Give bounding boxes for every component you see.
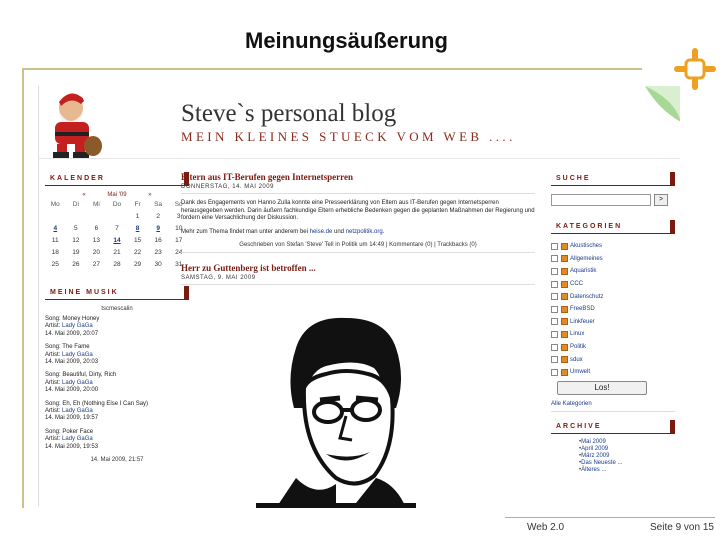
song-time: 14. Mai 2009, 19:53 [45,443,99,450]
title-divider [22,68,642,70]
artist-label: Artist: [45,408,61,415]
rss-icon[interactable] [561,268,568,275]
song-time: 14. Mai 2009, 20:07 [45,330,99,337]
song-time: 14. Mai 2009, 19:57 [45,415,99,422]
category-link[interactable]: Umwelt [570,369,591,376]
category-link[interactable]: FreeBSD [570,306,595,313]
calendar-day: 15 [133,237,142,244]
calendar-day: 29 [133,261,142,268]
archive-link[interactable]: • März 2009 [579,453,675,460]
category-link[interactable]: Allgemeines [570,255,603,262]
calendar-day: 7 [115,225,119,232]
post [181,172,535,253]
archive-widget [551,420,675,474]
category-link[interactable]: Linux [570,331,585,338]
calendar-day: 21 [113,249,121,256]
calendar-day: 1 [135,213,140,220]
rss-icon[interactable] [561,331,568,338]
artist-label: Artist: [45,436,61,443]
post-title[interactable]: Herr zu Guttenberg ist betroffen ... [181,263,316,274]
right-sidebar [551,172,675,474]
post-more-mid: und [332,228,346,235]
category-checkbox[interactable] [551,331,558,338]
category-item [551,265,675,278]
footer-section-label: Web 2.0 [527,522,565,533]
archive-list [579,439,675,474]
search-button[interactable]: > [654,194,668,206]
rss-icon[interactable] [561,306,568,313]
calendar-grid [45,201,189,268]
category-item [551,341,675,354]
calendar-day[interactable]: 4 [53,225,58,232]
search-heading: SUCHE [551,172,675,186]
category-checkbox[interactable] [551,243,558,250]
category-link[interactable]: Akustisches [570,243,603,250]
category-checkbox[interactable] [551,293,558,300]
main-content [181,172,535,285]
calendar-day: 11 [51,237,59,244]
song-time: 14. Mai 2009, 20:03 [45,359,99,366]
categories-heading: KATEGORIEN [551,220,675,234]
calendar-day: 3 [176,213,181,220]
categories-widget [551,220,675,412]
artist-link[interactable]: Lady GaGa [62,408,93,415]
calendar-day [86,213,107,220]
song-artist-line [45,408,189,415]
calendar-weekday: Sa [154,201,163,208]
calendar-day[interactable]: 14 [113,237,121,244]
rss-icon[interactable] [561,281,568,288]
blog-subtitle: MEIN KLEINES STUECK VOM WEB .... [181,129,516,144]
post-more-prefix: Mehr zum Thema findet man unter anderem bei [181,228,310,235]
category-checkbox[interactable] [551,281,558,288]
calendar-weekday: Mo [50,201,60,208]
calendar-day: 26 [72,261,80,268]
search-row [551,194,675,206]
song-title: Song: Money Honey [45,316,100,322]
category-link[interactable]: Datenschutz [570,293,604,300]
page-number: Seite 9 von 15 [650,522,714,533]
category-item [551,290,675,303]
song-entry [45,344,189,366]
calendar-weekday: Di [72,201,79,208]
calendar-day: 13 [92,237,101,244]
calendar-day [107,213,128,220]
calendar-day: 2 [156,213,160,220]
category-item [551,240,675,253]
rss-icon[interactable] [561,369,568,376]
song-entry [45,401,189,423]
rss-icon[interactable] [561,243,568,250]
calendar-day[interactable]: 8 [135,225,140,232]
category-item [551,366,675,379]
calendar-month-label: Mai '09 [107,192,127,198]
page-curl-icon [645,86,680,122]
category-link[interactable]: Linkfeuer [570,318,595,325]
song-title: Song: Eh, Eh (Nothing Else I Can Say) [45,400,149,407]
blog-title[interactable]: Steve`s personal blog [181,100,397,127]
category-item [551,303,675,316]
archive-heading: ARCHIVE [551,420,675,434]
category-checkbox[interactable] [551,369,558,376]
archive-link[interactable]: • Älteres ... [579,467,675,474]
post-more [181,229,535,237]
calendar-day: 16 [154,237,162,244]
slide-title: Meinungsäußerung [245,28,448,53]
calendar-day: 31 [175,261,183,268]
category-checkbox[interactable] [551,306,558,313]
archive-link[interactable]: • Das Neueste ... [579,460,675,467]
calendar-day: 27 [92,261,101,268]
category-item [551,328,675,341]
calendar-day: 12 [72,237,80,244]
artist-label: Artist: [45,351,61,358]
song-artist-line [45,352,189,359]
category-checkbox[interactable] [551,268,558,275]
header-divider [39,158,680,159]
archive-link[interactable]: • Mai 2009 [579,439,675,446]
artist-label: Artist: [45,323,61,330]
calendar-day: 28 [113,261,121,268]
music-heading: MEINE MUSIK [45,286,189,300]
category-checkbox[interactable] [551,255,558,262]
all-categories-link[interactable]: Alle Kategorien [551,401,675,412]
artist-link[interactable]: Lady GaGa [62,379,93,386]
song-title: Song: Beautiful, Dirty, Rich [45,372,117,379]
calendar-day: 19 [72,249,80,256]
category-checkbox[interactable] [551,318,558,325]
search-input[interactable] [551,194,651,206]
category-link[interactable]: CCC [570,281,583,288]
rss-icon[interactable] [561,318,568,325]
category-item [551,253,675,266]
post-title[interactable]: Eltern aus IT-Berufen gegen Internetsperren [181,172,353,182]
calendar-day: 30 [154,261,162,268]
search-widget [551,172,675,206]
music-widget [45,286,189,463]
category-item [551,278,675,291]
categories-go-button[interactable]: Los! [557,381,647,395]
calendar-day [45,213,66,220]
calendar-day: 25 [51,261,59,268]
post [181,263,535,285]
santa-mascot-icon [41,86,103,158]
calendar-day: 23 [154,249,162,256]
netzpolitik-link[interactable]: netzpolitik.org [345,228,383,235]
calendar-day: 24 [175,249,183,256]
archive-link[interactable]: • April 2009 [579,446,675,453]
calendar-month-nav [45,192,189,198]
post-more-suffix: . [382,228,385,235]
artist-link[interactable]: Lady GaGa [62,323,93,330]
calendar-day: 22 [133,249,142,256]
post-date: DONNERSTAG, 14. MAI 2009 [181,184,535,194]
song-time: 14. Mai 2009, 20:00 [45,387,99,394]
footer-divider [505,517,715,518]
left-sidebar [45,172,189,463]
calendar-day: 5 [74,225,78,232]
artist-label: Artist: [45,379,61,386]
song-title: Song: The Fame [45,344,90,351]
heise-link[interactable]: heise.de [309,228,333,235]
category-list [551,240,675,379]
calendar-widget [45,172,189,268]
song-entry [45,429,189,451]
calendar-day: 6 [94,225,99,232]
category-link[interactable]: Aquaristik [570,268,597,275]
calendar-day: 17 [175,237,183,244]
calendar-day[interactable]: 9 [156,225,160,232]
post-meta: Geschrieben von Stefan 'Steve' Tell in Politik um 14:49 | Kommentare (0) | Trackbacks (0) [181,242,535,253]
song-artist-line [45,436,189,443]
rss-icon[interactable] [561,344,568,351]
song-artist-line [45,323,189,330]
calendar-day: 10 [175,225,183,232]
category-item [551,316,675,329]
calendar-day [66,213,87,220]
blog-header [39,86,680,156]
music-footer: 14. Mai 2009, 21:57 [90,457,144,464]
music-user[interactable]: tscmescalin [101,306,133,312]
category-checkbox[interactable] [551,356,558,363]
calendar-weekday: Mi [92,201,100,208]
calendar-day: 20 [92,249,101,256]
calendar-day: 18 [51,249,59,256]
rss-icon[interactable] [561,255,568,262]
post-date: SAMSTAG, 9. MAI 2009 [181,275,535,285]
artist-link[interactable]: Lady GaGa [62,351,93,358]
rss-icon[interactable] [561,293,568,300]
calendar-prev-button[interactable]: « [82,192,86,198]
calendar-next-button[interactable]: » [148,192,152,198]
artist-link[interactable]: Lady GaGa [62,436,93,443]
song-title: Song: Poker Face [45,428,94,435]
category-item [551,353,675,366]
song-entry [45,316,189,338]
left-divider [22,68,24,508]
calendar-weekday: Fr [134,201,141,208]
category-checkbox[interactable] [551,344,558,351]
calendar-weekday: Do [112,201,122,208]
category-link[interactable]: Politik [570,344,587,351]
calendar-weekday: So [174,201,183,208]
post-body: Dank des Engagements von Hanno Zulla konnte eine Presseerklärung von Eltern aus IT-Berufen gegen Internetsperren herausgegeben werden. Darin äußern fachkundige Eltern erhebliche Bedenken gegen die geplanten Maßnahmen der Regierung und fordern eine Versachlichung der Diskussion. [181,200,535,222]
calendar-heading: KALENDER [45,172,189,186]
guttenberg-portrait-image [256,308,416,508]
rss-icon[interactable] [561,356,568,363]
song-entry [45,372,189,394]
category-link[interactable]: sdux [570,356,583,363]
song-list [45,316,189,451]
song-artist-line [45,380,189,387]
